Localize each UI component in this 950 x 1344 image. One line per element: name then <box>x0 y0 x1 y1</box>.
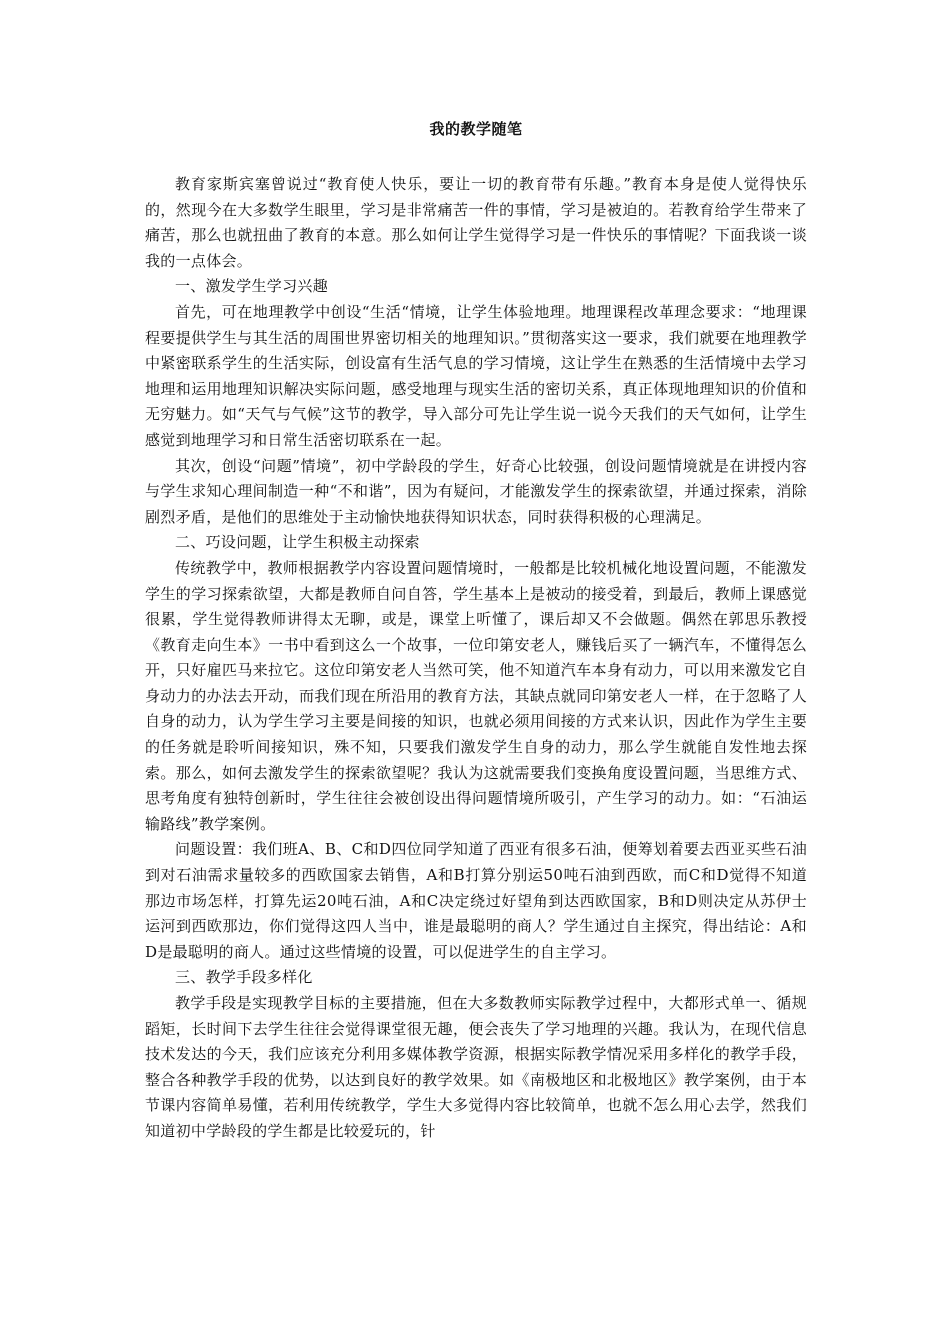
intro-paragraph: 教育家斯宾塞曾说过“教育使人快乐，要让一切的教育带有乐趣。”教育本身是使人觉得快乐的，然现今在大多数学生眼里，学习是非常痛苦一件的事情，学习是被迫的。若教育给学生带来了痛苦，那么也就扭曲了教育的本意。那么如何让学生觉得学习是一件快乐的事情呢？下面我谈一谈我的一点体会。 <box>145 175 807 270</box>
section-heading-2: 二、巧设问题，让学生积极主动探索 <box>175 533 420 552</box>
body-paragraph: 首先，可在地理教学中创设“生活“情境，让学生体验地理。地理课程改革理念要求：“地理课程要提供学生与其生活的周围世界密切相关的地理知识。”贯彻落实这一要求，我们就要在地理教学中紧密联系学生的生活实际，创设富有生活气息的学习情境，这让学生在熟悉的生活情境中去学习地理和运用地理知识解决实际问题，感受地理与现实生活的密切关系，真正体现地理知识的价值和无穷魅力。如“天气与气候”这节的教学，导入部分可先让学生说一说今天我们的天气如何，让学生感觉到地理学习和日常生活密切联系在一起。 <box>145 302 807 449</box>
section-heading-1: 一、激发学生学习兴趣 <box>175 277 329 296</box>
document-title: 我的教学随笔 <box>429 120 523 138</box>
document-page <box>145 118 807 1145</box>
section-heading-3: 三、教学手段多样化 <box>175 968 313 987</box>
body-paragraph: 问题设置：我们班A、B、C和D四位同学知道了西亚有很多石油，便筹划着要去西亚买些石油到对石油需求量较多的西欧国家去销售，A和B打算分别运50吨石油到西欧，而C和D觉得不知道那边市场怎样，打算先运20吨石油，A和C决定绕过好望角到达西欧国家，B和D则决定从苏伊士运河到西欧那边，你们觉得这四人当中，谁是最聪明的商人？学生通过自主探究，得出结论：A和D是最聪明的商人。通过这些情境的设置，可以促进学生的自主学习。 <box>145 840 807 961</box>
body-paragraph: 传统教学中，教师根据教学内容设置问题情境时，一般都是比较机械化地设置问题，不能激发学生的学习探索欲望，大都是教师自问自答，学生基本上是被动的接受着，到最后，教师上课感觉很累，学生觉得教师讲得太无聊，或是，课堂上听懂了，课后却又不会做题。偶然在郭思乐教授《教育走向生本》一书中看到这么一个故事，一位印第安老人，赚钱后买了一辆汽车，不懂得怎么开，只好雇匹马来拉它。这位印第安老人当然可笑，他不知道汽车本身有动力，可以用来激发它自身动力的办法去开动，而我们现在所沿用的教育方法，其缺点就同印第安老人一样，在于忽略了人自身的动力，认为学生学习主要是间接的知识，也就必须用间接的方式来认识，因此作为学生主要的任务就是聆听间接知识，殊不知，只要我们激发学生自身的动力，那么学生就能自发性地去探索。那么，如何去激发学生的探索欲望呢？我认为这就需要我们变换角度设置问题，当思维方式、思考角度有独特创新时，学生往往会被创设出得问题情境所吸引，产生学习的动力。如：“石油运输路线”教学案例。 <box>145 558 807 833</box>
body-paragraph: 教学手段是实现教学目标的主要措施，但在大多数教师实际教学过程中，大都形式单一、循规蹈矩，长时间下去学生往往会觉得课堂很无趣，便会丧失了学习地理的兴趣。我认为，在现代信息技术发达的今天，我们应该充分利用多媒体教学资源，根据实际教学情况采用多样化的教学手段，整合各种教学手段的优势，以达到良好的教学效果。如《南极地区和北极地区》教学案例，由于本节课内容简单易懂，若利用传统教学，学生大多觉得内容比较简单，也就不怎么用心去学，然我们知道初中学龄段的学生都是比较爱玩的，针 <box>145 994 807 1140</box>
body-paragraph: 其次，创设“问题”情境”，初中学龄段的学生，好奇心比较强，创设问题情境就是在讲授内容与学生求知心理间制造一种“不和谐”，因为有疑问，才能激发学生的探索欲望，并通过探索，消除剧烈矛盾，是他们的思维处于主动愉快地获得知识状态，同时获得积极的心理满足。 <box>145 456 807 526</box>
